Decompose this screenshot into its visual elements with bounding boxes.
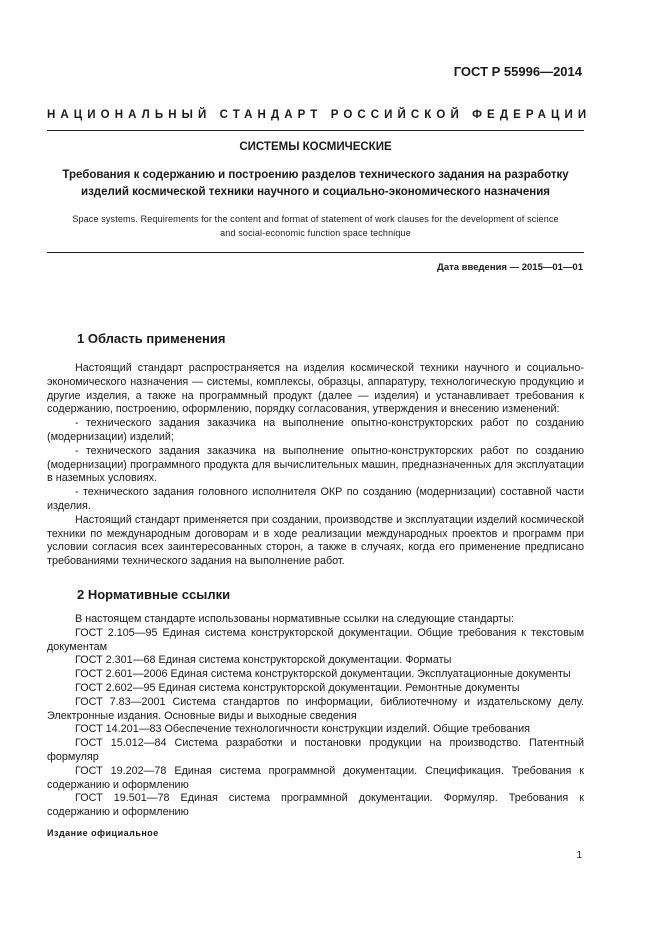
section-1-paragraph: Настоящий стандарт применяется при создании, производстве и эксплуатации изделий космической техники по международным договорам и в ходе реализации международных проектов и программ при условии согласия всех заинтересованных сторон, а также в случаях, когда его применение предписано требованиями технического задания на выполнение работ. xyxy=(47,513,584,568)
normative-reference: ГОСТ 15.012—84 Система разработки и постановки продукции на производство. Патентный формуляр xyxy=(47,737,584,763)
section-2-heading: 2 Нормативные ссылки xyxy=(77,587,231,602)
top-divider xyxy=(47,130,584,131)
national-standard-banner: НАЦИОНАЛЬНЫЙ СТАНДАРТ РОССИЙСКОЙ ФЕДЕРАЦИИ xyxy=(47,109,592,121)
section-1-list-item: - технического задания заказчика на выполнение опытно-конструкторских работ по созданию (модернизации) изделий; xyxy=(47,417,584,443)
normative-reference: ГОСТ 19.202—78 Единая система программной документации. Спецификация. Требования к содержанию и оформлению xyxy=(47,764,584,791)
english-title xyxy=(47,213,584,240)
section-1-body xyxy=(47,362,584,569)
normative-reference: ГОСТ 2.105—95 Единая система конструкторской документации. Общие требования к текстовым документам xyxy=(47,626,584,653)
section-1-list-item: - технического задания заказчика на выполнение опытно-конструкторских работ по созданию (модернизации) программного продукта для вычислительных машин, предназначенных для эксплуатации в наземных условиях. xyxy=(47,444,584,485)
section-1-list-item: - технического задания головного исполнителя ОКР по созданию (модернизации) составной части изделия. xyxy=(47,486,584,512)
normative-reference: ГОСТ 7.83—2001 Система стандартов по информации, библиотечному и издательскому делу. Электронные издания. Основные виды и выходные сведения xyxy=(47,695,584,722)
normative-reference: ГОСТ 2.602—95 Единая система конструкторской документации. Ремонтные документы xyxy=(75,681,520,694)
title-divider xyxy=(47,252,584,253)
document-subtitle xyxy=(47,167,584,201)
section-2-body xyxy=(47,613,584,820)
section-1-heading: 1 Область применения xyxy=(77,331,226,346)
subtitle-line-1: Требования к содержанию и построению разделов технического задания на разработку xyxy=(62,169,569,181)
section-2-intro: В настоящем стандарте использованы нормативные ссылки на следующие стандарты: xyxy=(75,613,514,625)
page-number: 1 xyxy=(576,850,582,861)
normative-reference: ГОСТ 2.301—68 Единая система конструкторской документации. Форматы xyxy=(75,654,452,667)
official-edition-note: Издание официальное xyxy=(47,828,159,838)
normative-reference: ГОСТ 14.201—83 Обеспечение технологичности конструкции изделий. Общие требования xyxy=(75,723,531,736)
introduction-date: Дата введения — 2015—01—01 xyxy=(437,262,583,273)
english-title-line-1: Space systems. Requirements for the content and format of statement of work clauses for the development of science xyxy=(72,214,559,224)
subtitle-line-2: изделий космической техники научного и социально-экономического назначения xyxy=(81,186,550,198)
document-title: СИСТЕМЫ КОСМИЧЕСКИЕ xyxy=(239,141,392,153)
normative-reference: ГОСТ 2.601—2006 Единая система конструкторской документации. Эксплуатационные документы xyxy=(75,668,571,681)
section-1-paragraph: Настоящий стандарт распространяется на изделия космической техники научного и социально-экономического назначения — системы, комплексы, образцы, аппаратуру, технологическую продукцию и другие изделия, а также на программный продукт (далее — изделия) и устанавливает требования к содержанию, построению, оформлению, порядку согласования, утверждения и внесению изменений: xyxy=(47,362,584,416)
english-title-line-2: and social-economic function space technique xyxy=(220,227,411,238)
standard-code: ГОСТ Р 55996—2014 xyxy=(453,64,582,79)
normative-reference: ГОСТ 19.501—78 Единая система программной документации. Формуляр. Требования к содержанию и оформлению xyxy=(47,792,584,819)
